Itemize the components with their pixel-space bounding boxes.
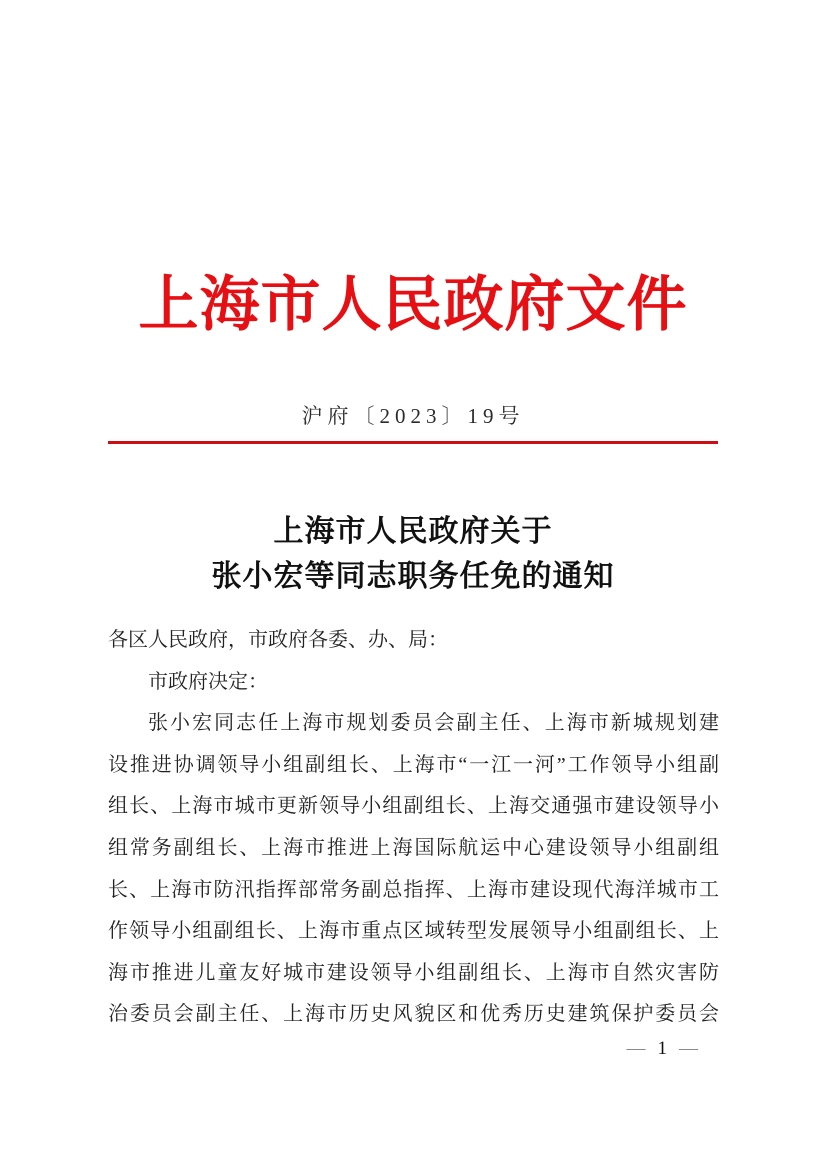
salutation-line: 各区人民政府，市政府各委、办、局： — [108, 629, 448, 651]
letterhead-title: 上海市人民政府文件 — [138, 272, 688, 338]
paragraph-line: 长、上海市防汛指挥部常务副总指挥、上海市建设现代海洋城市工 — [108, 878, 719, 901]
document-body — [108, 620, 719, 1036]
document-title-line1: 上海市人民政府关于 — [273, 515, 553, 548]
page-number-footer — [627, 1038, 699, 1060]
page-number-dash-right: — — [679, 1038, 698, 1059]
page-number: 1 — [657, 1038, 667, 1059]
paragraph-line: 设推进协调领导小组副组长、上海市“一江一河”工作领导小组副 — [108, 753, 719, 776]
paragraph-line: 张小宏同志任上海市规划委员会副主任、上海市新城规划建 — [148, 712, 719, 735]
document-title — [0, 509, 826, 599]
document-title-line2: 张小宏等同志职务任免的通知 — [211, 560, 615, 593]
paragraph-line: 组长、上海市城市更新领导小组副组长、上海交通强市建设领导小 — [108, 795, 719, 818]
paragraph-line: 组常务副组长、上海市推进上海国际航运中心建设领导小组副组 — [108, 836, 719, 859]
document-number: 沪府〔2023〕19号 — [301, 404, 525, 428]
letterhead-divider-rule — [108, 441, 718, 444]
paragraph-line: 治委员会副主任、上海市历史风貌区和优秀历史建筑保护委员会 — [108, 1003, 719, 1026]
paragraph-line: 海市推进儿童友好城市建设领导小组副组长、上海市自然灾害防 — [108, 961, 719, 984]
paragraph-line: 作领导小组副组长、上海市重点区域转型发展领导小组副组长、上 — [108, 920, 719, 943]
page-number-dash-left: — — [626, 1038, 646, 1059]
decision-intro-line: 市政府决定： — [148, 670, 268, 693]
